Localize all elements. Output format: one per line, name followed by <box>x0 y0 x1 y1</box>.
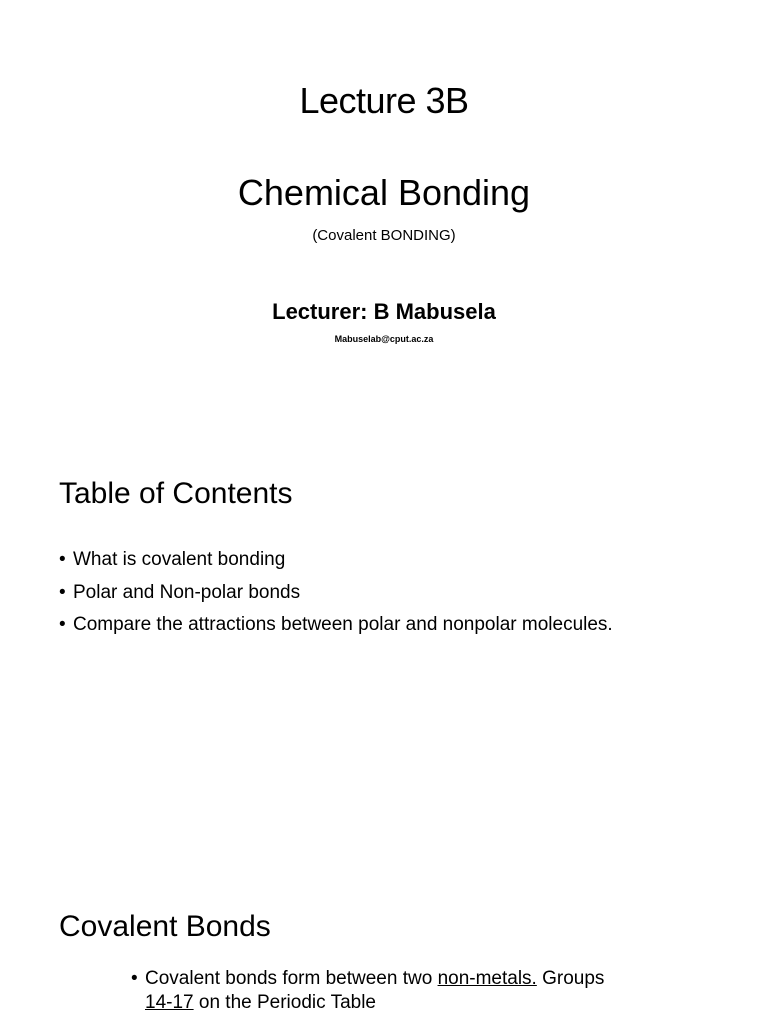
table-of-contents-slide <box>0 432 768 864</box>
bullet-icon: • <box>131 968 138 989</box>
toc-item-text: Compare the attractions between polar and nonpolar molecules. <box>73 614 613 635</box>
covalent-text: Covalent bonds form between two <box>145 968 438 989</box>
toc-list <box>59 548 613 646</box>
covalent-bullet <box>131 967 691 1015</box>
toc-heading: Table of Contents <box>59 477 293 510</box>
toc-item <box>59 581 613 614</box>
covalent-bullet-line-2 <box>131 991 691 1015</box>
presentation-title: Chemical Bonding <box>237 172 531 213</box>
bullet-icon: • <box>59 614 66 635</box>
covalent-text: on the Periodic Table <box>193 992 376 1013</box>
toc-item <box>59 613 613 646</box>
toc-item <box>59 548 613 581</box>
covalent-heading: Covalent Bonds <box>59 910 271 943</box>
toc-item-text: What is covalent bonding <box>73 549 286 570</box>
bullet-icon: • <box>59 581 66 603</box>
bullet-icon: • <box>59 549 66 570</box>
toc-item-text: Polar and Non-polar bonds <box>73 581 301 603</box>
lecture-number-title: Lecture 3B <box>299 80 469 121</box>
lecturer-email: Mabuselab@cput.ac.za <box>334 334 434 344</box>
presentation-subtitle: (Covalent BONDING) <box>312 227 456 244</box>
title-slide <box>0 0 768 432</box>
covalent-bonds-slide <box>0 864 768 1024</box>
non-metals-term: non-metals. <box>437 968 537 989</box>
covalent-text: Groups <box>536 968 605 989</box>
covalent-bullet-line-1 <box>131 967 691 991</box>
lecturer-name: Lecturer: B Mabusela <box>272 299 496 324</box>
groups-term: 14-17 <box>145 992 194 1013</box>
